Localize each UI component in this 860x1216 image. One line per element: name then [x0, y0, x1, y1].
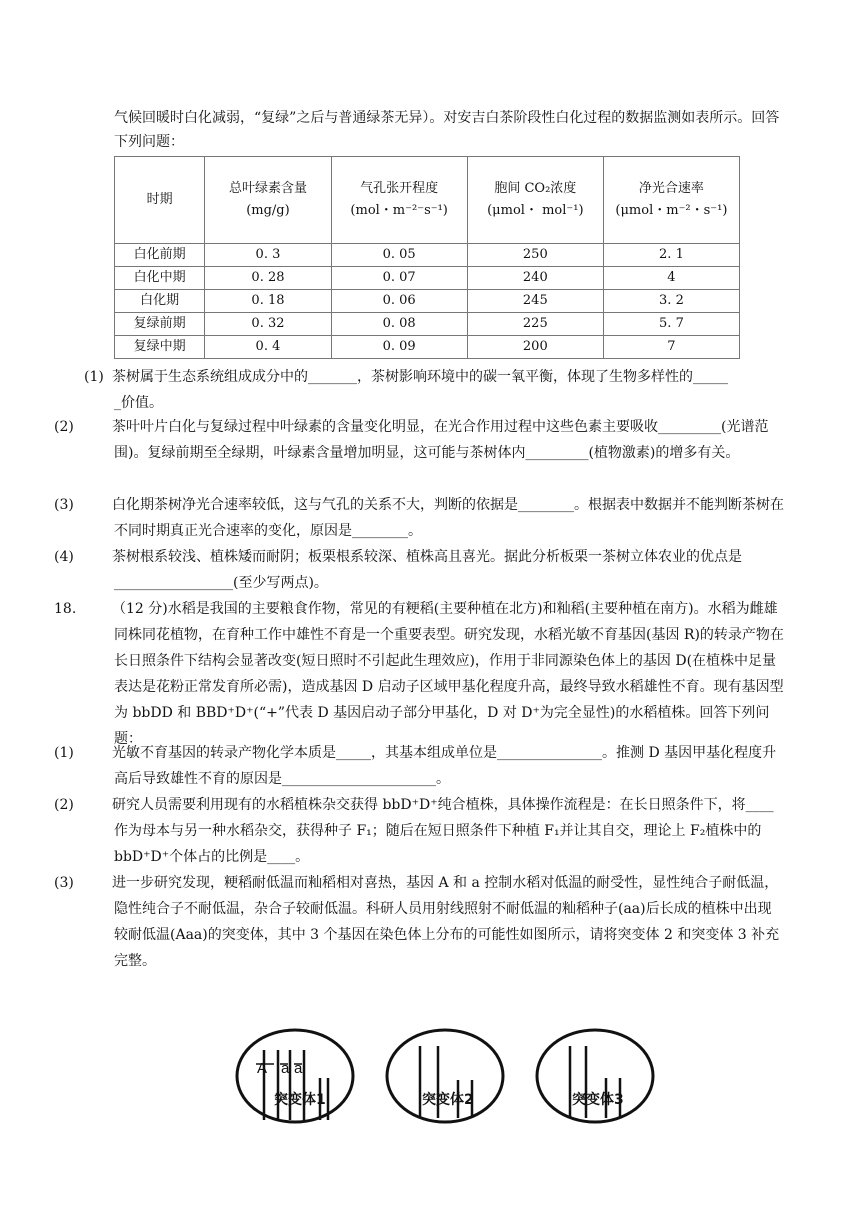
gene-label-A: A [257, 1060, 268, 1077]
header-stomata: 气孔张开程度 (mol・m⁻²⁻s⁻¹) [331, 157, 467, 244]
figure-label-mutant-1: 突变体1 [274, 1092, 326, 1108]
table-header-row [115, 157, 740, 244]
table-row: 复绿中期 0. 4 0. 09 200 7 [115, 336, 740, 359]
table-row: 白化中期 0. 28 0. 07 240 4 [115, 267, 740, 290]
question-17-3: (3) 白化期茶树净光合速率较低，这与气孔的关系不大，判断的依据是________。根据表中数据并不能判断茶树在不同时期真正光合速率的变化，原因是________。 [54, 497, 784, 539]
gene-label-a: a [294, 1060, 303, 1077]
table-row: 白化期 0. 18 0. 06 245 3. 2 [115, 290, 740, 313]
header-chlorophyll: 总叶绿素含量(mg/g) [205, 157, 331, 244]
question-18-1: (1) 光敏不育基因的转录产物化学本质是_____，其基本组成单位是_______________。推测 D 基因甲基化程度升高后导致雄性不育的原因是______________________。 [54, 745, 777, 787]
header-photosynthesis: 净光合速率 (μmol・m⁻²・s⁻¹) [603, 157, 739, 244]
question-18: 18. （12 分)水稻是我国的主要粮食作物，常见的有粳稻(主要种植在北方)和籼稻(主要种植在南方)。水稻为雌雄同株同花植物，在育种工作中雄性不育是一个重要表型。研究发现，水稻光敏不育基因(基因 R)的转录产物在长日照条件下结构会显著改变(短日照时不引起此生理效应)，作用于非同源染色体上的基因 D(在植株中足量表达是花粉正常发育所必需)，造成基因 D 启动子区域甲基化程度升高，最终导致水稻雄性不育。现有基因型为 bbDD 和 BBD⁺D⁺(“+”代表 D 基因启动子部分甲基化，D 对 D⁺为完全显性)的水稻植株。回答下列问题： [54, 601, 784, 747]
question-17-2: (2) 茶叶叶片白化与复绿过程中叶绿素的含量变化明显，在光合作用过程中这些色素主要吸收_________(光谱范围)。复绿前期至全绿期，叶绿素含量增加明显，这可能与茶树体内_________(植物激素)的增多有关。 [54, 419, 769, 461]
gene-label-a: a [281, 1060, 290, 1077]
data-table [114, 156, 740, 359]
figure-label-mutant-3: 突变体3 [572, 1092, 624, 1108]
table-row: 白化前期 0. 3 0. 05 250 2. 1 [115, 244, 740, 267]
question-18-3: (3) 进一步研究发现，粳稻耐低温而籼稻相对喜热，基因 A 和 a 控制水稻对低温的耐受性，显性纯合子耐低温，隐性纯合子不耐低温，杂合子较耐低温。科研人员用射线照射不耐低温的籼稻种子(aa)后长成的植株中出现较耐低温(Aaa)的突变体，其中 3 个基因在染色体上分布的可能性如图所示，请将突变体 2 和突变体 3 补充完整。 [54, 875, 780, 969]
intro-paragraph: 气候回暖时白化减弱，“复绿”之后与普通绿茶无异）。对安吉白茶阶段性白化过程的数据监测如表所示。回答下列问题： [114, 110, 780, 150]
chromosome-figure [230, 1028, 670, 1138]
question-18-2: (2) 研究人员需要利用现有的水稻植株杂交获得 bbD⁺D⁺纯合植株，具体操作流程是：在长日照条件下，将____作为母本与另一种水稻杂交，获得种子 F₁；随后在短日照条件下种植 F₁并让其自交，理论上 F₂植株中的 bbD⁺D⁺个体占的比例是____。 [54, 797, 774, 865]
header-period: 时期 [115, 157, 205, 244]
question-17-4: (4) 茶树根系较浅、植株矮而耐阴；板栗根系较深、植株高且喜光。据此分析板栗一茶树立体农业的优点是_________________(至少写两点)。 [54, 549, 742, 591]
figure-label-mutant-2: 突变体2 [422, 1092, 474, 1108]
header-co2: 胞间 CO₂浓度 (μmol・ mol⁻¹) [467, 157, 603, 244]
question-17-1: (1) 茶树属于生态系统组成成分中的_______，茶树影响环境中的碳一氧平衡，体现了生物多样性的_____ _价值。 [84, 369, 728, 411]
table-row: 复绿前期 0. 32 0. 08 225 5. 7 [115, 313, 740, 336]
